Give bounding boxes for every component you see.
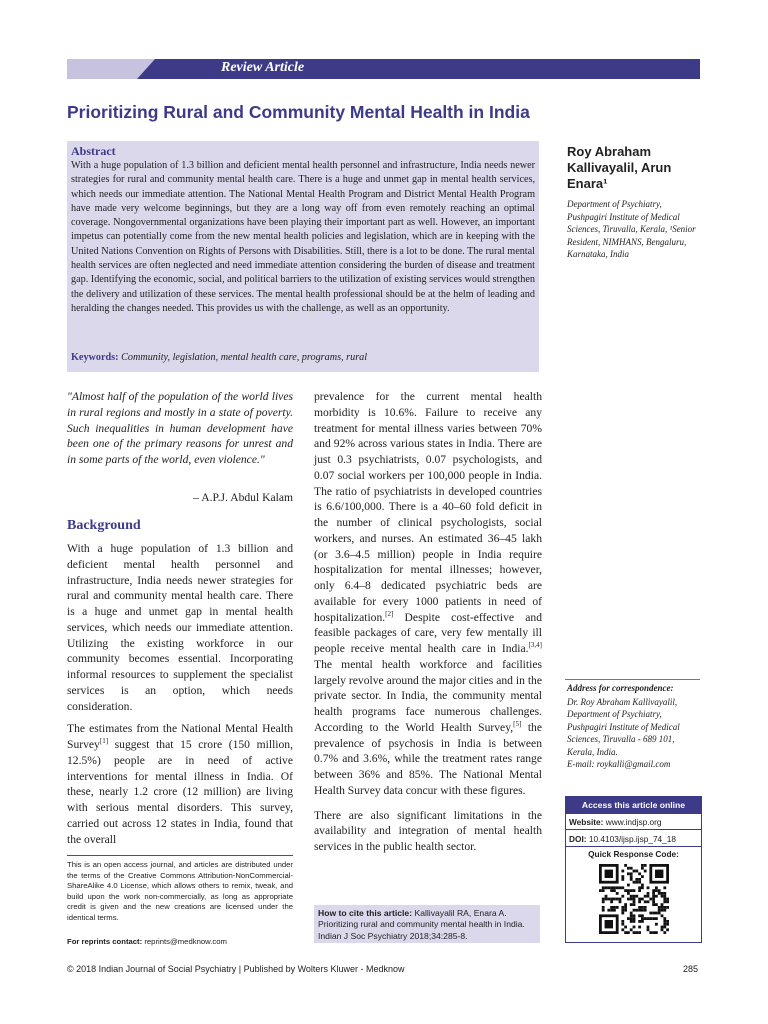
keywords-value: Community, legislation, mental health care, programs, rural <box>121 352 368 363</box>
reprints-email[interactable]: reprints@medknow.com <box>144 937 227 946</box>
citation-ref[interactable]: [2] <box>385 609 394 618</box>
reprints-label: For reprints contact: <box>67 937 143 946</box>
paragraph: There are also significant limitations in the availability and integration of mental health services in the public health sector. <box>314 808 542 853</box>
divider <box>565 679 700 680</box>
article-type-banner <box>67 59 700 79</box>
qr-code[interactable] <box>599 864 669 934</box>
cite-label: How to cite this article: <box>318 908 413 918</box>
doi-link[interactable]: 10.4103/ijsp.ijsp_74_18 <box>588 834 677 844</box>
page-number: 285 <box>683 964 699 974</box>
how-to-cite-box <box>314 905 540 943</box>
citation-ref[interactable]: [5] <box>513 719 522 728</box>
article-type-label: Review Article <box>221 60 305 75</box>
author-affiliation: Department of Psychiatry, Pushpagiri Institute of Medical Sciences, Tiruvalla, Kerala, ¹Senior Resident, NIMHANS, Bengaluru, Karnataka, India <box>567 199 696 260</box>
paragraph: The estimates from the National Mental Health Survey[1] suggest that 15 crore (150 million, 12.5%) people are in need of active interventions for mental illness in India. Of these, nearly 1.2 crore (12 million) are living with serious mental disorders. This survey, carried out across 12 states in India, found that the overall <box>67 722 293 846</box>
citation-ref[interactable]: [1] <box>99 737 109 746</box>
correspondence-email[interactable]: E-mail: roykalli@gmail.com <box>567 759 671 770</box>
doi-row: DOI: 10.4103/ijsp.ijsp_74_18 <box>566 831 701 847</box>
section-heading-background: Background <box>67 518 141 533</box>
website-link[interactable]: www.indjsp.org <box>605 817 662 827</box>
keywords-label: Keywords: <box>71 352 119 363</box>
abstract-box <box>67 141 539 372</box>
epigraph-quote: "Almost half of the population of the world lives in rural regions and mostly in a state of poverty. Such inequalities in human development have been one of the primary reasons for unrest and in some parts of the world, even violence." <box>67 390 293 466</box>
body-column-left <box>67 541 293 847</box>
paragraph: prevalence for the current mental health morbidity is 10.6%. Failure to receive any treatment for mental illness varies between 70% and 92% across various states in India. There are just 0.3 psychiatrists, 0.07 psychologists, and 0.07 social workers per 100,000 people in India. The ratio of psychiatrists in developed countries is 6.6/100,000. There is a 40–60 fold deficit in the number of clinical psychologists, social workers, and nurses. An estimated 36–45 lakh (or 3.6–4.5 million) people in India require hospitalization for mental illnesses; however, only 6.4–8 dedicated psychiatric beds are available for every 1000 patients in need of hospitalization.[2] Despite cost-effective and feasible packages of care, very few mentally ill people receive mental health care in India.[3,4] The mental health workforce and facilities largely revolve around the major cities and in the private sector. In India, the community mental health programs face numerous challenges. According to the World Health Survey,[5] the prevalence of psychosis in India is between 0.7% and 3.6%, while the treatment rates range between 36% and 85%. The National Mental Health Survey data concur with these figures. <box>314 390 543 797</box>
reprints-contact <box>67 937 227 946</box>
website-row: Website: www.indjsp.org <box>566 814 701 830</box>
keywords <box>71 352 367 363</box>
body-column-right <box>314 389 542 855</box>
access-heading: Access this article online <box>566 797 701 814</box>
license-text: This is an open access journal, and articles are distributed under the terms of the Creative Commons Attribution-NonCommercial-ShareAlike 4.0 License, which allows others to remix, tweak, and build upon the work non-commercially, as long as appropriate credit is given and the new creations are licensed under the identical terms. <box>67 860 293 922</box>
paragraph: With a huge population of 1.3 billion and deficient mental health personnel and infrastructure, India needs newer strategies for rural and community mental health care. There is a huge and unmet gap in mental health services, which needs our immediate attention. Utilizing the existing workforce in our community becomes essential. Incorporating informal resources to supplement the specialist services is an option, which needs consideration. <box>67 542 293 713</box>
correspondence-heading: Address for correspondence: <box>567 683 674 693</box>
abstract-text: With a huge population of 1.3 billion and deficient mental health personnel and infrastructure, India needs newer strategies for rural and community mental health care. There is a huge and unmet gap in mental health services, which needs our immediate attention. The National Mental Health Program and District Mental Health Program have made very welcome beginnings, but they are a long way off from even remotely reaching an optimal coverage. Nongovernmental organizations have been playing their important part as well. However, an important impetus can potentially come from the new mental health policies and legislation, which are in keeping with the United Nations Convention on Rights of Persons with Disabilities. Still, there is a lot to be done. The rural mental health services are often neglected and need immediate attention considering the burden of disease and treatment gap. Identifying the economic, social, and political barriers to the utilization of existing services would strengthen the delivery and utilization of these services. The mental health professional should be at the helm of leading and heralding the changes needed. This provides us with the challenge, as well as an opportunity. <box>71 160 535 314</box>
epigraph-attribution: – A.P.J. Abdul Kalam <box>193 491 293 504</box>
footer-copyright: © 2018 Indian Journal of Social Psychiatry | Published by Wolters Kluwer - Medknow <box>67 964 405 974</box>
correspondence-address: Dr. Roy Abraham Kallivayalil, Department of Psychiatry, Pushpagiri Institute of Medical Sciences, Tiruvalla - 689 101, Kerala, India. E-mail: roykalli@gmail.com <box>567 697 680 770</box>
citation-ref[interactable]: [3,4] <box>528 641 542 650</box>
abstract-heading: Abstract <box>71 144 116 158</box>
cite-text: Kallivayalil RA, Enara A. Prioritizing rural and community mental health in India. Indian J Soc Psychiatry 2018;34:285-8. <box>318 908 525 941</box>
article-title: Prioritizing Rural and Community Mental Health in India <box>67 102 530 122</box>
divider <box>67 855 293 856</box>
author-names: Roy Abraham Kallivayalil, Arun Enara¹ <box>567 144 672 191</box>
access-article-box <box>565 796 702 943</box>
qr-label: Quick Response Code: <box>588 849 679 859</box>
